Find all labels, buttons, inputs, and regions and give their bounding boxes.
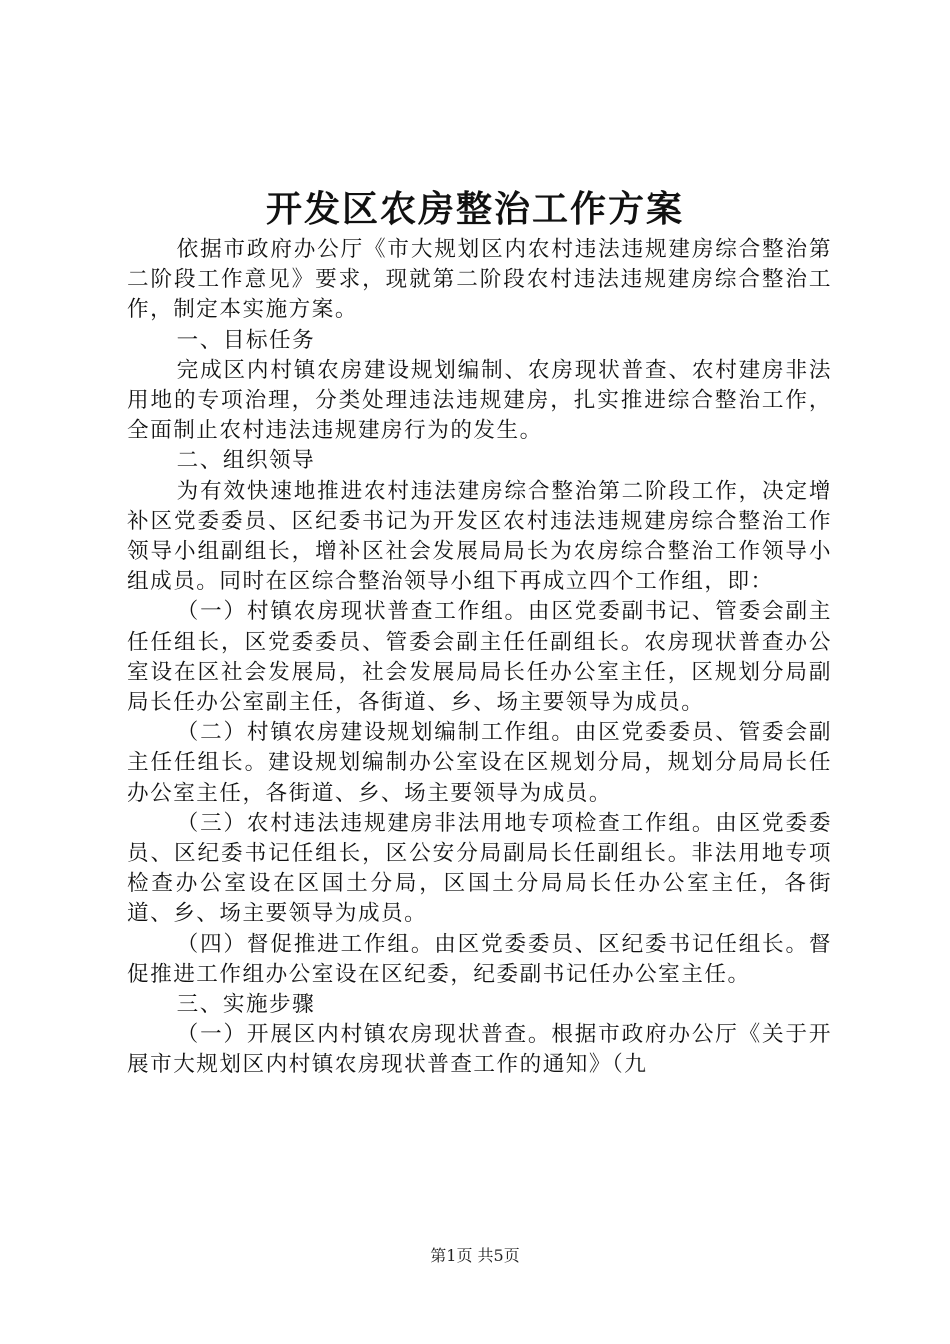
paragraph-group-2: （二）村镇农房建设规划编制工作组。由区党委委员、管委会副主任任组长。建设规划编制办公室设在区规划分局，规划分局局长任办公室主任，各街道、乡、场主要领导为成员。 bbox=[127, 720, 832, 806]
section-heading-goals: 一、目标任务 bbox=[176, 327, 316, 353]
paragraph-leadership: 为有效快速地推进农村违法建房综合整治第二阶段工作，决定增补区党委委员、区纪委书记为开发区农村违法违规建房综合整治工作领导小组副组长，增补区社会发展局局长为农房综合整治工作领导小组成员。同时在区综合整治领导小组下再成立四个工作组，即： bbox=[127, 478, 832, 595]
section-heading-steps: 三、实施步骤 bbox=[176, 992, 316, 1018]
paragraph-group-4: （四）督促推进工作组。由区党委委员、区纪委书记任组长。督促推进工作组办公室设在区纪委，纪委副书记任办公室主任。 bbox=[127, 931, 832, 987]
paragraph-goals: 完成区内村镇农房建设规划编制、农房现状普查、农村建房非法用地的专项治理，分类处理违法违规建房，扎实推进综合整治工作，全面制止农村违法违规建房行为的发生。 bbox=[127, 357, 832, 444]
document-body bbox=[127, 235, 832, 1081]
paragraph-group-3: （三）农村违法违规建房非法用地专项检查工作组。由区党委委员、区纪委书记任组长，区公安分局副局长任副组长。非法用地专项检查办公室设在区国土分局，区国土分局局长任办公室主任，各街道、乡、场主要领导为成员。 bbox=[127, 810, 832, 927]
page-number-footer: 第1页 共5页 bbox=[430, 1246, 520, 1265]
document-title: 开发区农房整治工作方案 bbox=[265, 189, 684, 230]
section-heading-leadership: 二、组织领导 bbox=[176, 448, 316, 474]
paragraph-intro: 依据市政府办公厅《市大规划区内农村违法违规建房综合整治第二阶段工作意见》要求，现就第二阶段农村违法违规建房综合整治工作，制定本实施方案。 bbox=[127, 237, 832, 323]
paragraph-group-1: （一）村镇农房现状普查工作组。由区党委副书记、管委会副主任任组长，区党委委员、管委会副主任任副组长。农房现状普查办公室设在区社会发展局，社会发展局局长任办公室主任，区规划分局副局长任办公室副主任，各街道、乡、场主要领导为成员。 bbox=[127, 599, 832, 716]
paragraph-step-1: （一）开展区内村镇农房现状普查。根据市政府办公厅《关于开展市大规划区内村镇农房现状普查工作的通知》（九 bbox=[127, 1022, 832, 1078]
